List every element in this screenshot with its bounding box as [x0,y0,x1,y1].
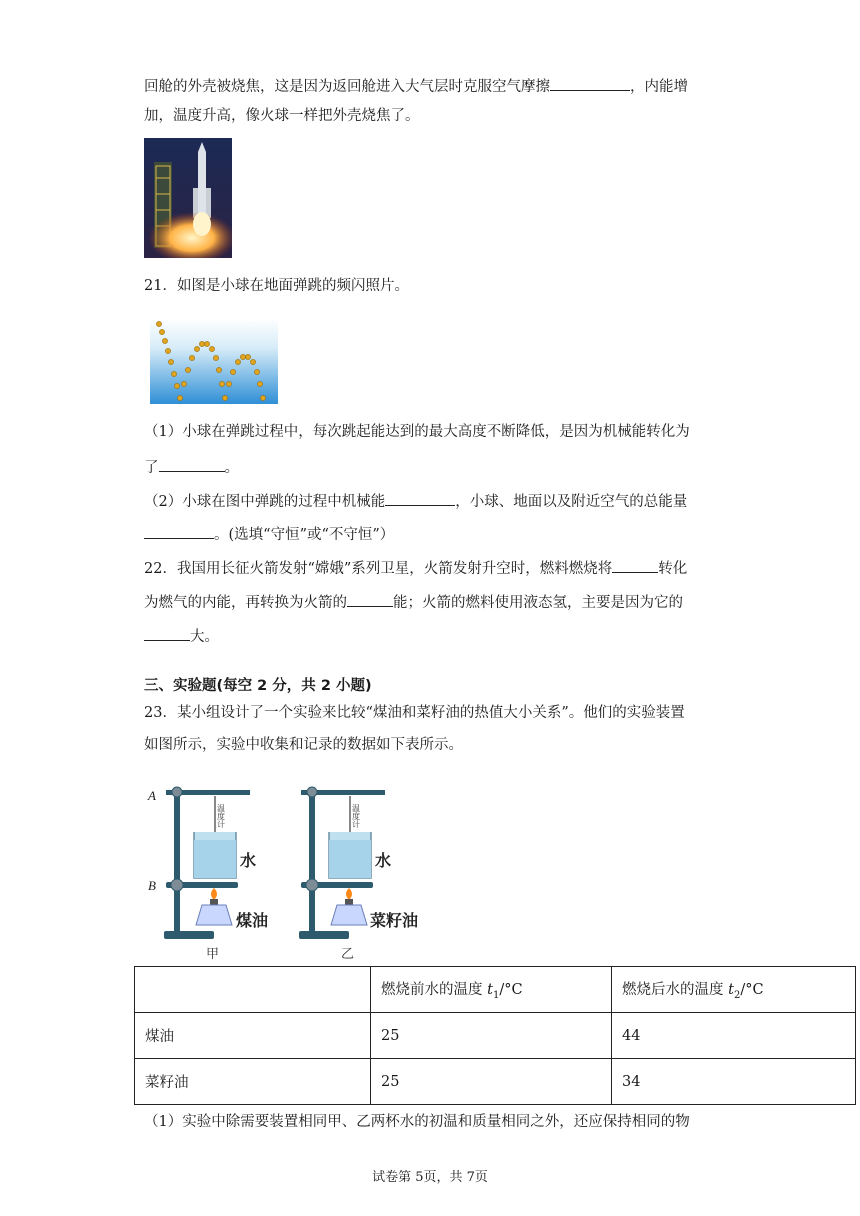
q22-text-a: 22．我国用长征火箭发射“嫦娥”系列卫星，火箭发射升空时，燃料燃烧将 [144,561,613,577]
left-stand [147,787,268,962]
q20-text-a: 回舱的外壳被烧焦，这是因为返回舱进入大气层时克服空气摩擦 [144,79,550,95]
q21-part2-line1 [144,491,687,511]
table-row [135,1059,856,1105]
right-stand [299,787,418,962]
table-header-t1: 燃烧前水的温度 $t_1/^\circ C$ [371,967,612,1013]
q22-blank3 [144,626,190,641]
label-a: A [148,788,156,803]
caption-right: 乙 [341,947,355,962]
thermometer-label-right: 温度计 [351,804,361,828]
table-cell-after: 44 [612,1013,856,1059]
q21-part2-line2 [144,524,394,544]
q22-line1 [144,558,687,578]
q21-part1-text-b: 。 [224,460,239,476]
q23-sub1-line1: （1）实验中除需要装置相同甲、乙两杯水的初温和质量相同之外，还应保持相同的物 [144,1114,690,1130]
water-label-left: 水 [240,851,257,870]
fuel-label-right: 菜籽油 [370,911,419,930]
table-cell-fuel: 煤油 [135,1013,371,1059]
table-row [135,1013,856,1059]
q21-part1-blank [159,457,225,472]
q21-part2-blank1 [385,491,455,506]
q20-text-b: ，内能增 [630,79,688,95]
q21-part1-line1: （1）小球在弹跳过程中，每次跳起能达到的最大高度不断降低，是因为机械能转化为 [144,424,690,440]
q21-part1-line2 [144,457,239,477]
q20-blank [550,76,630,91]
q20-line1 [144,76,688,96]
data-table [134,966,856,1105]
q22-blank1 [612,558,658,573]
q21-part2-blank2 [144,524,214,539]
q21-part2-text-a: （2）小球在图中弹跳的过程中机械能 [144,494,386,510]
q22-blank2 [347,592,393,607]
bouncing-ball-image [150,318,278,404]
water-label-right: 水 [375,851,392,870]
q22-text-e: 大。 [190,629,219,645]
fuel-label-left: 煤油 [236,911,269,930]
table-cell-before: 25 [371,1059,612,1105]
table-header-empty [135,967,371,1013]
q22-text-c: 为燃气的内能，再转换为火箭的 [144,595,347,611]
page-footer: 试卷第 5页，共 7页 [372,1170,488,1185]
q23-line2: 如图所示，实验中收集和记录的数据如下表所示。 [144,737,463,753]
q22-line2 [144,592,683,612]
table-cell-before: 25 [371,1013,612,1059]
q22-line3 [144,626,219,646]
section-title: 三、实验题(每空 2 分，共 2 小题) [144,678,372,694]
experiment-apparatus-diagram [144,780,444,962]
label-b: B [148,878,156,893]
q21-part2-text-b: ，小球、地面以及附近空气的总能量 [455,494,688,510]
q21-stem: 21．如图是小球在地面弹跳的频闪照片。 [144,278,409,294]
q21-part1-text-a: 了 [144,460,159,476]
caption-left: 甲 [206,947,220,962]
table-cell-after: 34 [612,1059,856,1105]
rocket-launch-image [144,138,232,258]
q22-text-d: 能；火箭的燃料使用液态氢，主要是因为它的 [393,595,683,611]
q22-text-b: 转化 [658,561,688,577]
q20-line2: 加，温度升高，像火球一样把外壳烧焦了。 [144,108,420,124]
q21-part2-text-c: 。(选填“守恒”或“不守恒”） [214,527,395,543]
table-cell-fuel: 菜籽油 [135,1059,371,1105]
q23-line1: 23．某小组设计了一个实验来比较“煤油和菜籽油的热值大小关系”。他们的实验装置 [144,705,685,721]
table-header-t2: 燃烧后水的温度 $t_2/^\circ C$ [612,967,856,1013]
table-header-row [135,967,856,1013]
thermometer-label-left: 温度计 [216,804,226,828]
